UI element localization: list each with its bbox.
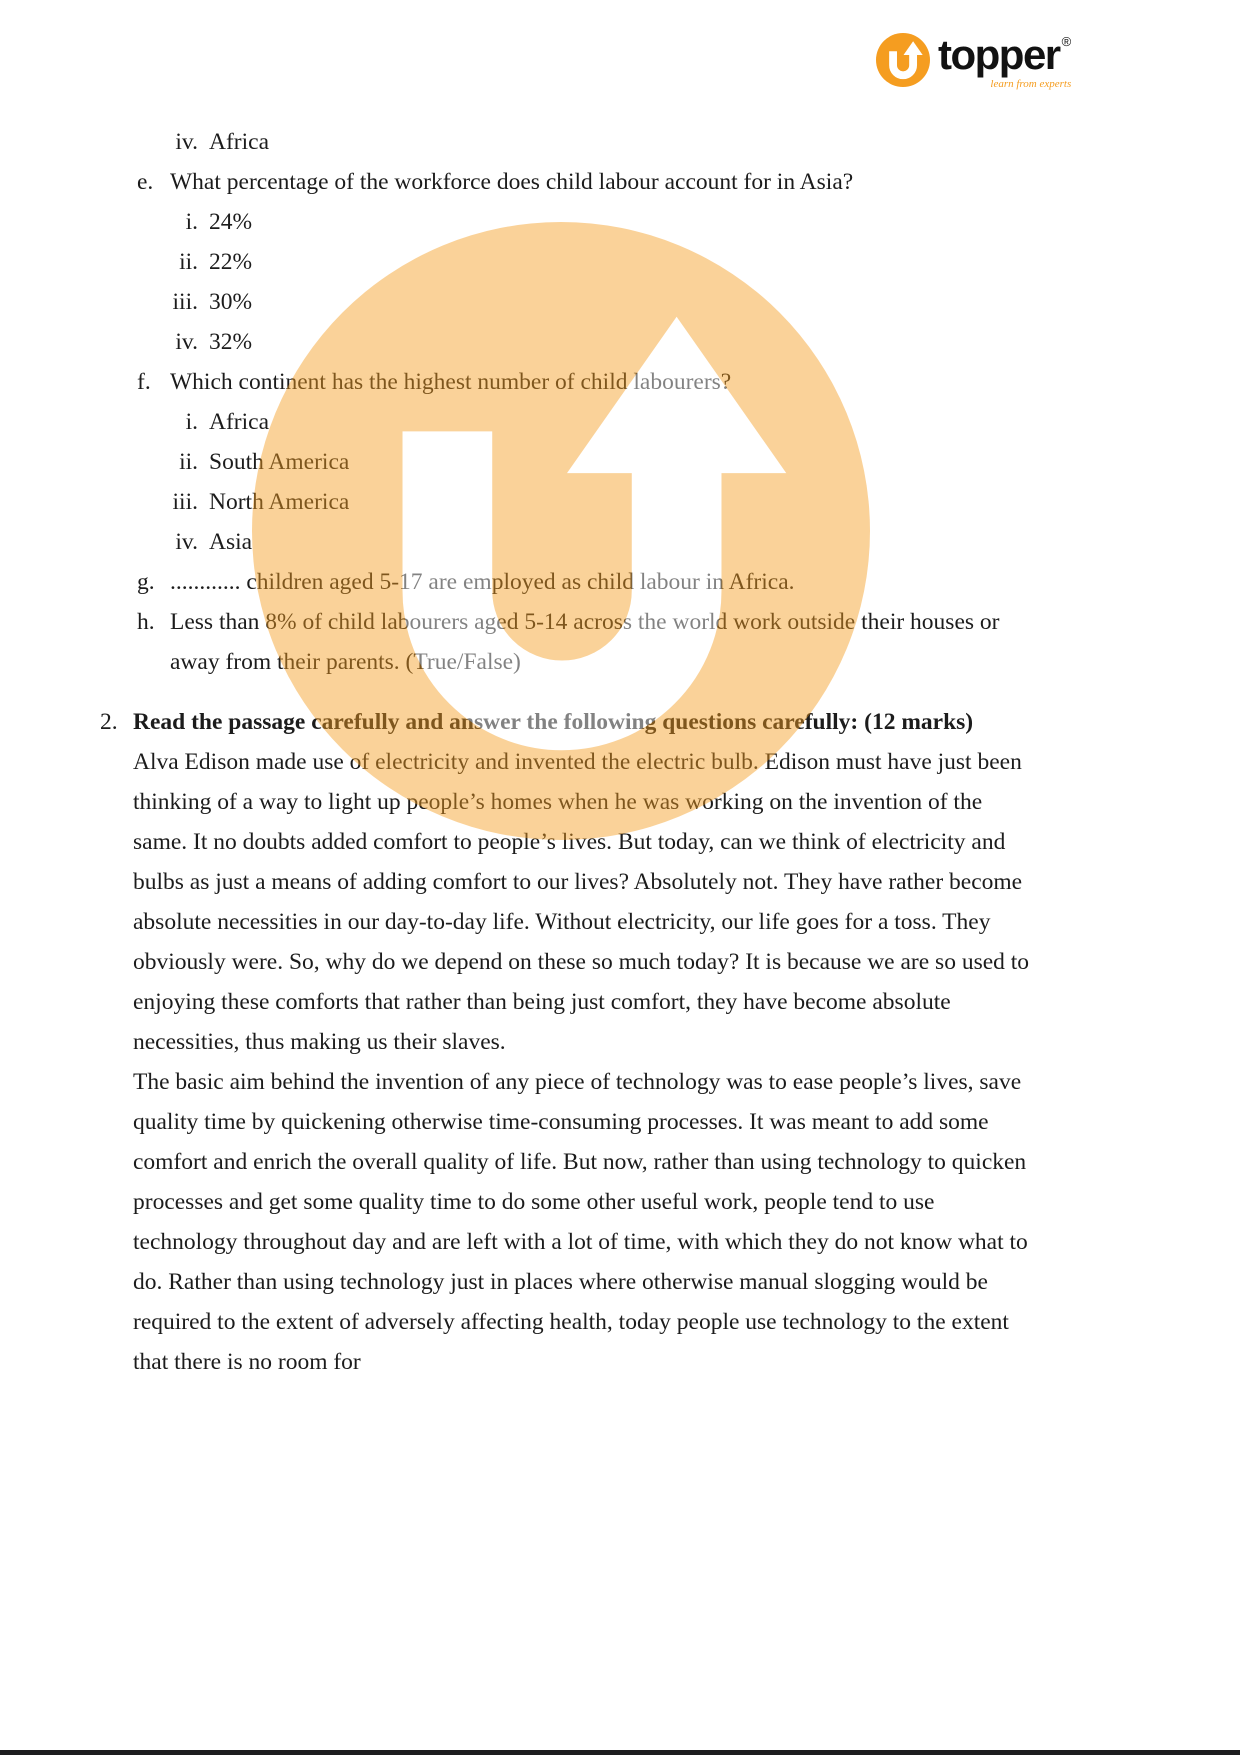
passage-paragraph-2: The basic aim behind the invention of any piece of technology was to ease people’s lives, save quality time by quickening otherwise time-consuming processes. It was meant to add some comfort and enrich the overall quality of life. But now, rather than using technology to quicken processes and get some quality time to do some other useful work, people tend to use technology throughout day and are left with a lot of time, with which they do not know what to do. Rather than using technology just in places where otherwise manual slogging would be required to the extent of adversely affecting health, today people use technology to the extent that there is no room for [133, 1069, 1028, 1375]
option-label: i. [185, 409, 198, 435]
question-text: Which continent has the highest number of child labourers? [170, 369, 732, 395]
option-text: 24% [209, 209, 253, 235]
option-text: South America [209, 449, 350, 475]
brand-tagline: learn from experts [990, 78, 1072, 91]
reading-passage [133, 742, 1040, 1382]
question-label: e. [137, 169, 154, 195]
option-label: iv. [175, 129, 198, 155]
option-text: 30% [209, 289, 253, 315]
question-2-heading-row [100, 702, 1040, 742]
option-row [137, 322, 1040, 362]
question-number: 2. [100, 709, 118, 735]
passage-paragraph-1: Alva Edison made use of electricity and invented the electric bulb. Edison must have just been thinking of a way to light up people’s homes when he was working on the invention of the same. It no doubts added comfort to people’s lives. But today, can we think of electricity and bulbs as just a means of adding comfort to our lives? Absolutely not. They have rather become absolute necessities in our day-to-day life. Without electricity, our life goes for a toss. They obviously were. So, why do we depend on these so much today? It is because we are so used to enjoying these comforts that rather than being just comfort, they have become absolute necessities, thus making us their slaves. [133, 749, 1030, 1055]
option-label: i. [185, 209, 198, 235]
option-row [137, 242, 1040, 282]
question-item-h [137, 602, 1040, 682]
document-content [100, 122, 1040, 1382]
question-2-heading: Read the passage carefully and answer the following questions carefully: (12 marks) [133, 709, 974, 735]
option-text: North America [209, 489, 350, 515]
option-label: iii. [172, 289, 198, 315]
brand-logo [876, 33, 1071, 90]
option-label: ii. [179, 249, 198, 275]
utopper-logo-icon [876, 33, 930, 87]
option-label: iii. [172, 489, 198, 515]
question-text: What percentage of the workforce does child labour account for in Asia? [170, 169, 854, 195]
option-text: 22% [209, 249, 253, 275]
footer-divider [0, 1750, 1240, 1755]
option-row [137, 122, 1040, 162]
option-row [137, 402, 1040, 442]
question-label: f. [137, 369, 151, 395]
question-item-f [137, 362, 1040, 402]
question-text: Less than 8% of child labourers aged 5-14 across the world work outside their houses or away from their parents. (True/False) [170, 609, 1000, 675]
option-row [137, 202, 1040, 242]
question-label: h. [137, 609, 155, 635]
option-label: iv. [175, 529, 198, 555]
option-text: Africa [209, 129, 270, 155]
question-text: ............ children aged 5-17 are employed as child labour in Africa. [170, 569, 795, 595]
brand-name: topper [938, 31, 1060, 78]
option-row [137, 442, 1040, 482]
option-row [137, 482, 1040, 522]
brand-wordmark [938, 33, 1071, 77]
option-label: ii. [179, 449, 198, 475]
option-label: iv. [175, 329, 198, 355]
option-row [137, 282, 1040, 322]
question-item-g [137, 562, 1040, 602]
question-1-block [137, 122, 1040, 682]
option-text: Asia [209, 529, 253, 555]
brand-text [938, 33, 1071, 90]
question-2-block [100, 702, 1040, 1382]
option-text: 32% [209, 329, 253, 355]
question-label: g. [137, 569, 155, 595]
question-item-e [137, 162, 1040, 202]
option-text: Africa [209, 409, 270, 435]
option-row [137, 522, 1040, 562]
registered-mark: ® [1061, 34, 1072, 49]
